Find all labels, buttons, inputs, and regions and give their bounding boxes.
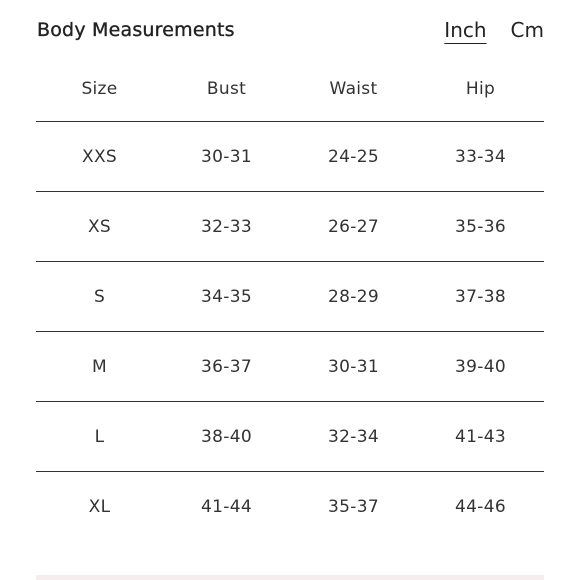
waist-cell: 32-34 [328,426,379,447]
column-header-hip: Hip [465,79,496,99]
unit-inch-tab[interactable]: Inch [444,18,487,42]
column-header-waist: Waist [329,79,378,99]
column-header-bust: Bust [206,79,247,99]
page-title: Body Measurements [37,19,235,41]
size-cell: L [94,426,105,447]
table-row [36,122,544,192]
hip-cell: 35-36 [455,216,506,237]
size-cell: XS [87,216,112,237]
size-cell: M [92,356,107,377]
bust-cell: 30-31 [201,146,252,167]
bust-cell: 32-33 [201,216,252,237]
table-row [36,472,544,541]
size-chart-table [36,57,544,541]
hip-cell: 37-38 [455,286,506,307]
waist-cell: 35-37 [328,496,379,517]
unit-cm-tab[interactable]: Cm [510,18,544,42]
waist-cell: 28-29 [328,286,379,307]
table-row [36,332,544,402]
bust-cell: 41-44 [201,496,252,517]
hip-cell: 33-34 [455,146,506,167]
column-header-size: Size [81,79,118,99]
table-header-row [36,57,544,122]
bust-cell: 36-37 [201,356,252,377]
waist-cell: 26-27 [328,216,379,237]
hip-cell: 41-43 [455,426,506,447]
bust-cell: 34-35 [201,286,252,307]
header [37,14,544,46]
table-row [36,402,544,472]
table-row [36,192,544,262]
hip-cell: 44-46 [455,496,506,517]
unit-toggle [420,18,544,42]
bottom-divider [36,575,544,580]
size-cell: XL [88,496,111,517]
waist-cell: 30-31 [328,356,379,377]
bust-cell: 38-40 [201,426,252,447]
table-row [36,262,544,332]
size-cell: S [93,286,106,307]
hip-cell: 39-40 [455,356,506,377]
waist-cell: 24-25 [328,146,379,167]
size-cell: XXS [82,146,117,167]
